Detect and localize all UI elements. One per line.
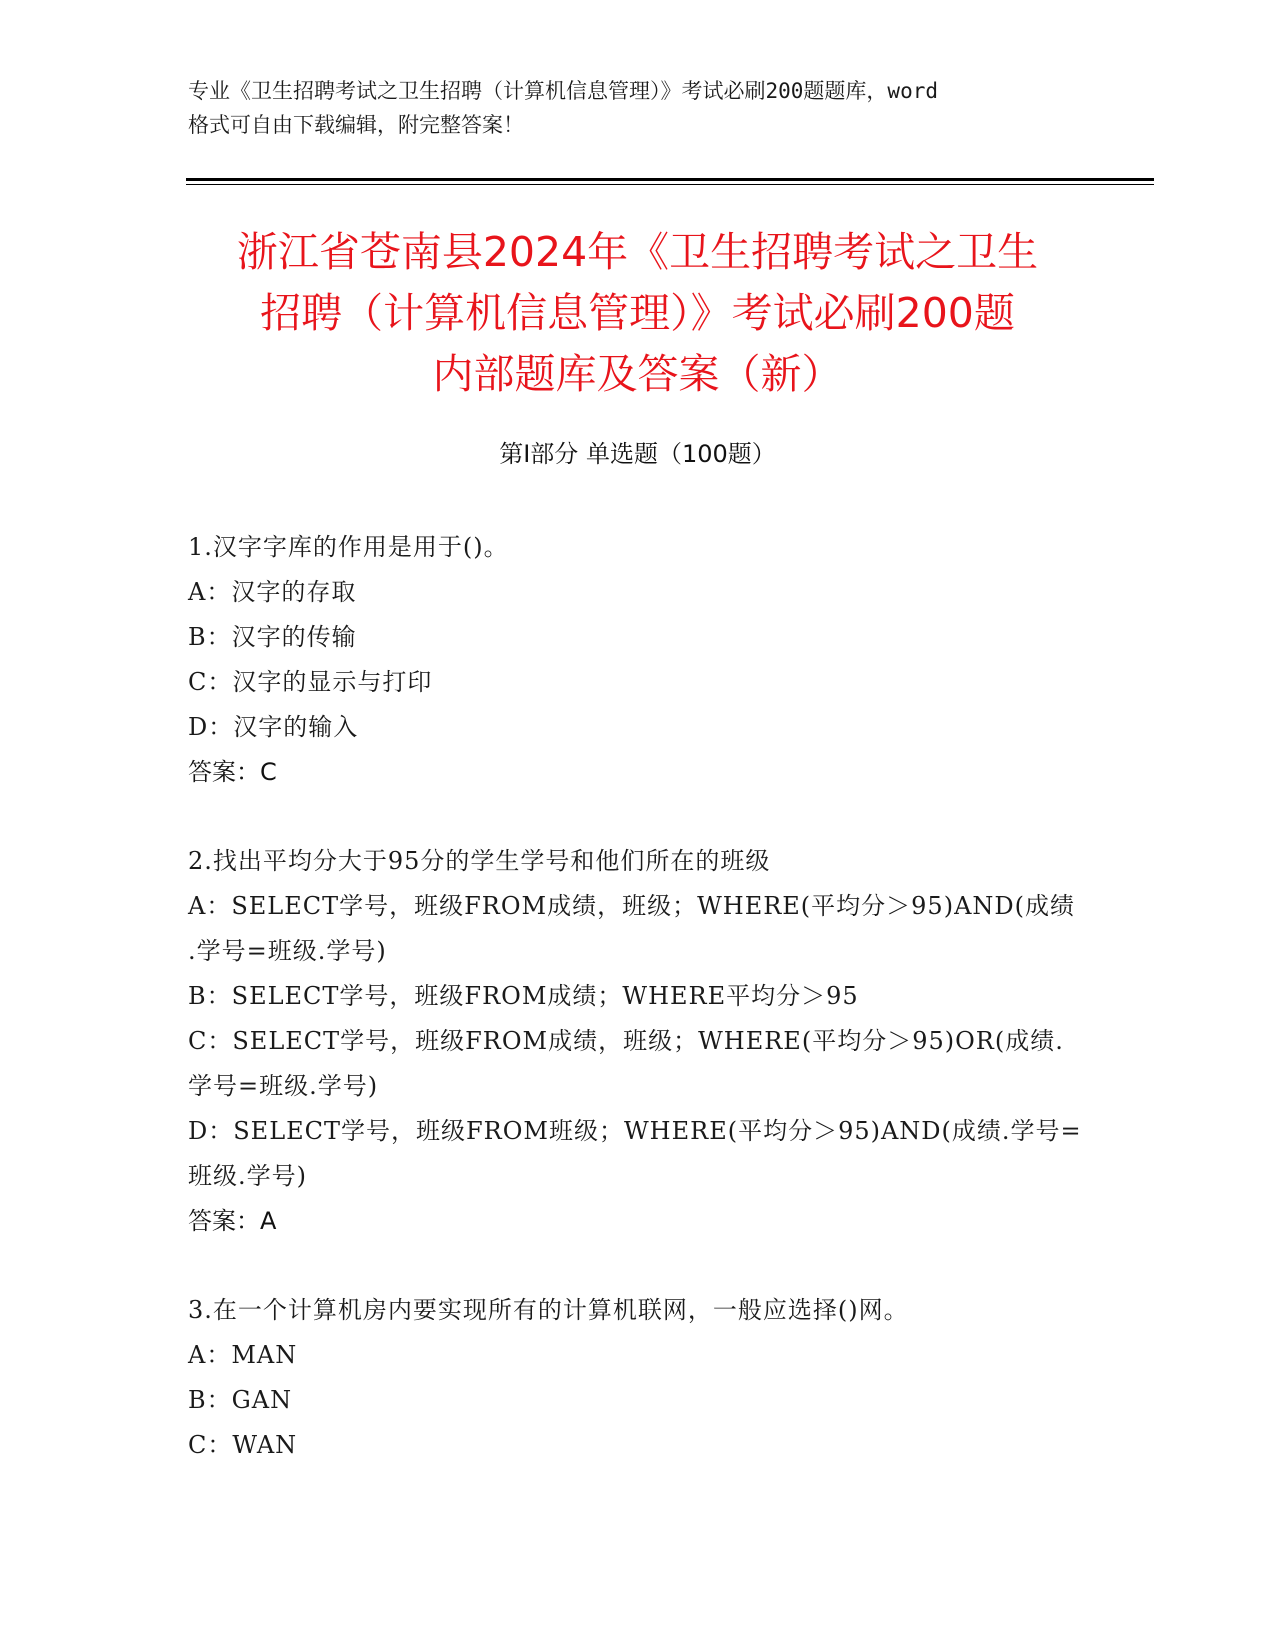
header-note [188, 74, 1088, 142]
header-note-line-1: 专业《卫生招聘考试之卫生招聘（计算机信息管理）》考试必刷200题题库，word [188, 79, 938, 103]
question-stem: 1.汉字字库的作用是用于()。 [188, 533, 509, 561]
question-3 [188, 1288, 1088, 1468]
option-c: C：WAN [188, 1431, 298, 1459]
header-divider-thick [186, 178, 1154, 181]
header-divider-thin [186, 184, 1154, 185]
option-b: B：GAN [188, 1386, 293, 1414]
document-title-line-2: 招聘（计算机信息管理）》考试必刷200题 [260, 289, 1015, 337]
option-a: A：汉字的存取 [188, 578, 357, 606]
question-1 [188, 525, 1088, 795]
answer: 答案：A [188, 1207, 277, 1235]
option-d-continued: 班级.学号) [188, 1162, 307, 1190]
option-a-continued: .学号=班级.学号) [188, 937, 387, 965]
option-d: D：汉字的输入 [188, 713, 359, 741]
option-c-continued: 学号=班级.学号) [188, 1072, 379, 1100]
option-c: C：SELECT学号，班级FROM成绩，班级；WHERE(平均分＞95)OR(成绩. [188, 1027, 1064, 1055]
option-c: C：汉字的显示与打印 [188, 668, 433, 696]
option-d: D：SELECT学号，班级FROM班级；WHERE(平均分＞95)AND(成绩.学号= [188, 1117, 1082, 1145]
option-a: A：MAN [188, 1341, 298, 1369]
question-stem: 2.找出平均分大于95分的学生学号和他们所在的班级 [188, 847, 771, 875]
question-list [188, 525, 1088, 1468]
section-title: 第Ⅰ部分 单选题（100题） [499, 440, 776, 468]
header-note-line-2: 格式可自由下载编辑，附完整答案！ [188, 113, 524, 137]
question-2 [188, 839, 1088, 1244]
document-title [150, 222, 1125, 405]
answer: 答案：C [188, 758, 277, 786]
option-b: B：SELECT学号，班级FROM成绩；WHERE平均分＞95 [188, 982, 859, 1010]
option-a: A：SELECT学号，班级FROM成绩，班级；WHERE(平均分＞95)AND(成绩 [188, 892, 1076, 920]
document-title-line-3: 内部题库及答案（新） [432, 350, 843, 398]
question-stem: 3.在一个计算机房内要实现所有的计算机联网，一般应选择()网。 [188, 1296, 909, 1324]
option-b: B：汉字的传输 [188, 623, 357, 651]
document-title-line-1: 浙江省苍南县2024年《卫生招聘考试之卫生 [236, 228, 1039, 276]
